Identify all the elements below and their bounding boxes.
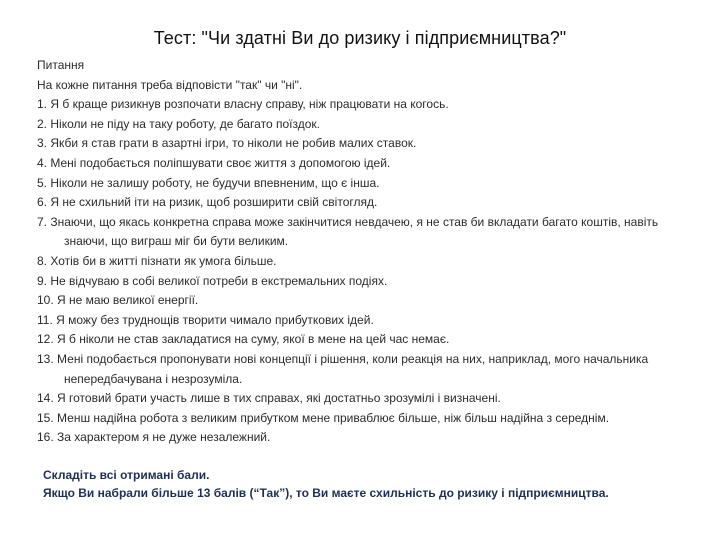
list-item (37, 115, 692, 135)
question-text: Знаючи, що якась конкретна справа може закінчитися невдачею, я не став би вкладати багато коштів, навіть знаючи, що виграш міг би бути великим. (50, 214, 659, 249)
question-number: 4. (37, 155, 48, 170)
list-item (37, 428, 692, 448)
question-number: 1. (37, 97, 48, 112)
question-text: Не відчуваю в собі великої потреби в екстремальних подіях. (50, 273, 388, 288)
list-item (37, 213, 692, 252)
question-number: 15. (37, 410, 54, 425)
question-list (37, 56, 692, 448)
question-number: 12. (37, 332, 54, 347)
list-item (37, 193, 692, 213)
list-item (37, 272, 692, 292)
question-text: Ніколи не піду на таку роботу, де багато поїздок. (50, 116, 320, 131)
question-text: Мені подобається пропонувати нові концепції і рішення, коли реакція на них, наприклад, мого начальника непередбачувана і незрозуміла. (57, 351, 649, 386)
result-interpretation: Якщо Ви набрали більше 13 балів (“Так”), то Ви маєте схильність до ризику і підприємництва. (43, 486, 609, 500)
list-item (37, 330, 692, 350)
question-number: 10. (37, 293, 54, 308)
list-item (37, 134, 692, 154)
question-number: 6. (37, 195, 48, 210)
list-item (37, 154, 692, 174)
result-instruction: Складіть всі отримані бали. (43, 468, 210, 482)
page-title: Тест: "Чи здатні Ви до ризику і підприємництва?" (153, 28, 567, 48)
question-text: Ніколи не залишу роботу, не будучи впевненим, що є інша. (50, 175, 380, 190)
question-number: 5. (37, 175, 48, 190)
question-number: 2. (37, 116, 48, 131)
question-number: 3. (37, 136, 48, 151)
question-text: Я готовий брати участь лише в тих справах, які достатньо зрозумілі і визначені. (57, 391, 501, 406)
question-text: Я можу без труднощів творити чимало прибуткових ідей. (56, 312, 374, 327)
list-item (37, 389, 692, 409)
question-number: 14. (37, 391, 54, 406)
question-text: Якби я став грати в азартні ігри, то ніколи не робив малих ставок. (50, 136, 417, 151)
question-number: 7. (37, 214, 48, 229)
question-text: Я б ніколи не став закладатися на суму, якої в мене на цей час немає. (57, 332, 450, 347)
question-number: 11. (37, 312, 53, 327)
question-text: Я не маю великої енергії. (57, 293, 199, 308)
list-item (37, 291, 692, 311)
list-item (37, 409, 692, 429)
list-item (37, 252, 692, 272)
question-text: Я б краще ризикнув розпочати власну справу, ніж працювати на когось. (50, 97, 449, 112)
question-number: 13. (37, 351, 54, 366)
list-item (37, 311, 692, 331)
question-text: Хотів би в житті пізнати як умога більше. (50, 253, 277, 268)
question-text: Я не схильний іти на ризик, щоб розширити свій світогляд. (50, 195, 378, 210)
list-item (37, 350, 692, 389)
list-item (37, 174, 692, 194)
result-note (43, 466, 693, 502)
question-number: 9. (37, 273, 48, 288)
question-number: 16. (37, 430, 54, 445)
list-item (37, 95, 692, 115)
instruction-text: На кожне питання треба відповісти "так" чи "ні". (37, 77, 303, 92)
question-number: 8. (37, 253, 48, 268)
question-text: За характером я не дуже незалежний. (57, 430, 271, 445)
section-heading: Питання (37, 58, 85, 72)
question-text: Мені подобається поліпшувати своє життя з допомогою ідей. (50, 155, 391, 170)
question-text: Менш надійна робота з великим прибутком мене приваблює більше, ніж більш надійна з середнім. (57, 410, 610, 425)
